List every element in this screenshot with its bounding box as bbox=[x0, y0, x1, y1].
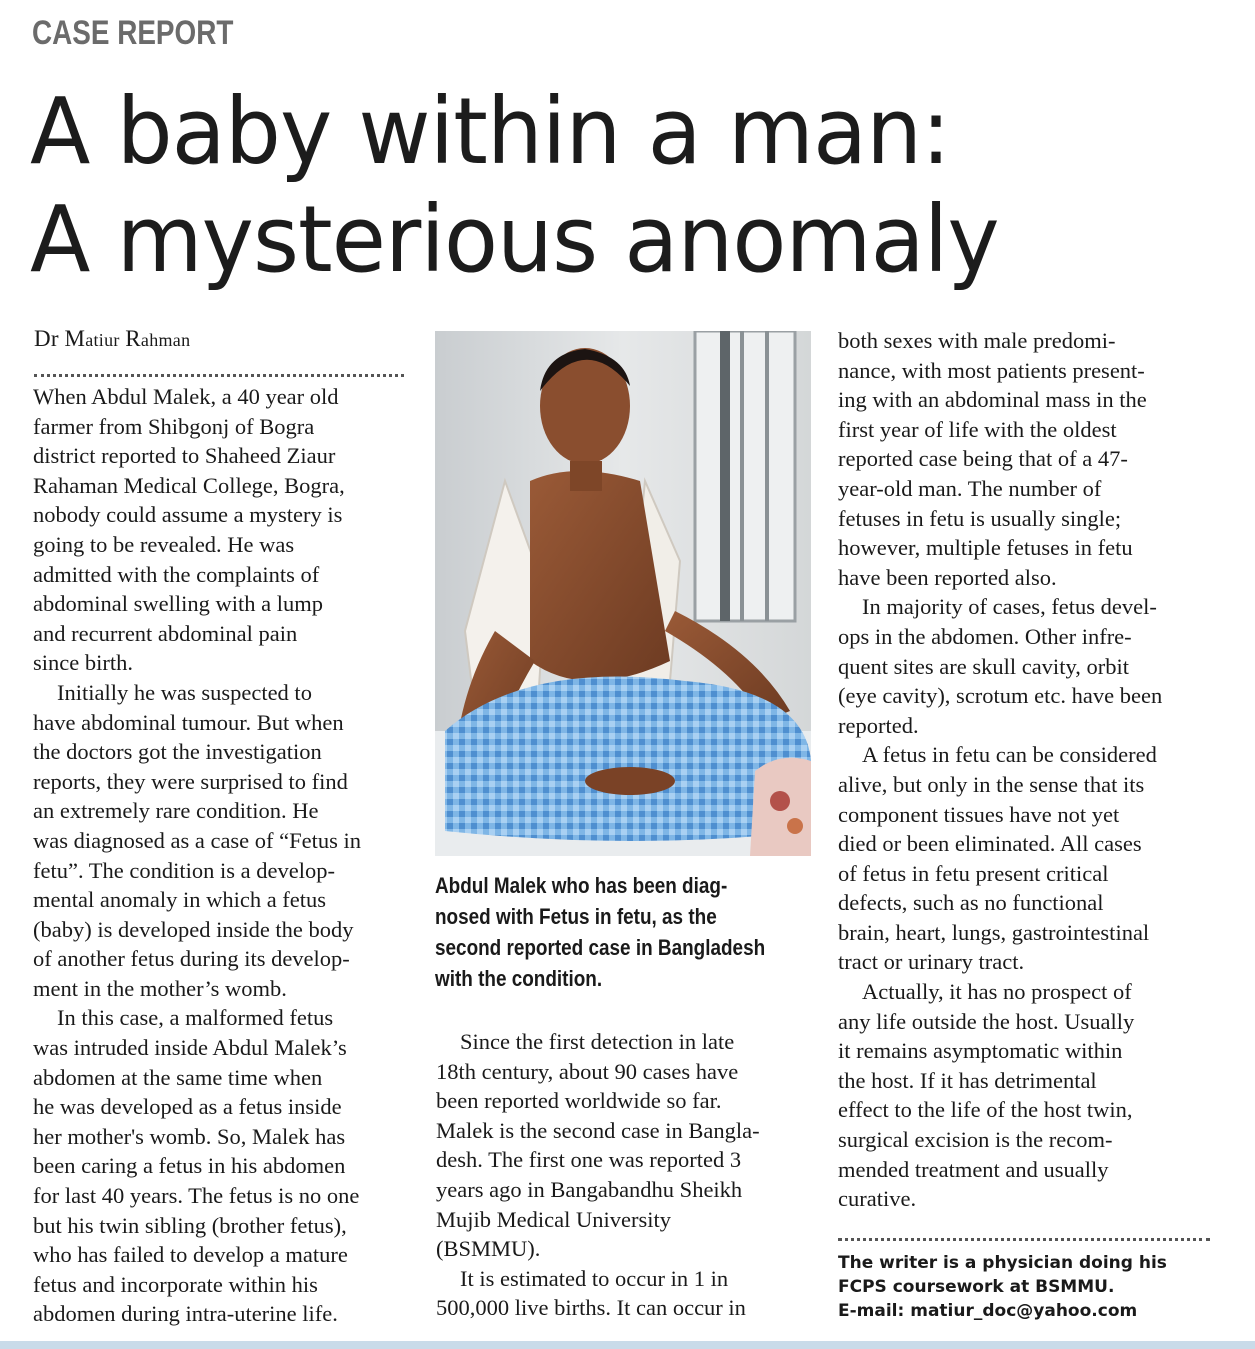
body-line: first year of life with the oldest bbox=[838, 416, 1117, 442]
caption-line: Abdul Malek who has been diag- bbox=[435, 873, 728, 898]
caption-line: with the condition. bbox=[435, 966, 603, 991]
author-note-line: FCPS coursework at BSMMU. bbox=[838, 1277, 1115, 1297]
body-line: her mother's womb. So, Malek has bbox=[33, 1123, 346, 1149]
body-line: going to be revealed. He was bbox=[33, 531, 295, 557]
body-line: however, multiple fetuses in fetu bbox=[838, 535, 1133, 561]
headline-line-2: A mysterious anomaly bbox=[30, 186, 999, 293]
body-line: (baby) is developed inside the body bbox=[33, 916, 354, 942]
body-line: reports, they were surprised to find bbox=[33, 768, 348, 794]
body-line: who has failed to develop a mature bbox=[33, 1242, 348, 1268]
body-line: farmer from Shibgonj of Bogra bbox=[33, 413, 315, 439]
body-line: an extremely rare condition. He bbox=[33, 798, 319, 824]
body-line: have abdominal tumour. But when bbox=[33, 709, 344, 735]
body-line: was intruded inside Abdul Malek’s bbox=[33, 1035, 347, 1061]
byline-first-rest: atiur bbox=[85, 330, 120, 350]
body-line: but his twin sibling (brother fetus), bbox=[33, 1212, 347, 1238]
body-line: A fetus in fetu can be considered bbox=[862, 742, 1157, 768]
body-line: nance, with most patients present- bbox=[838, 357, 1145, 383]
bottom-rule bbox=[0, 1341, 1255, 1349]
headline-line-1: A baby within a man: bbox=[30, 78, 950, 185]
body-line: alive, but only in the sense that its bbox=[838, 771, 1145, 797]
body-line: reported. bbox=[838, 712, 919, 738]
body-line: component tissues have not yet bbox=[838, 801, 1120, 827]
body-line: 500,000 live births. It can occur in bbox=[436, 1295, 746, 1321]
body-line: Rahaman Medical College, Bogra, bbox=[33, 472, 345, 498]
article-column-2 bbox=[436, 1027, 760, 1323]
body-line: ops in the abdomen. Other infre- bbox=[838, 623, 1132, 649]
body-line: was diagnosed as a case of “Fetus in bbox=[33, 827, 362, 853]
body-line: mental anomaly in which a fetus bbox=[33, 887, 327, 913]
body-line: abdomen during intra-uterine life. bbox=[33, 1301, 338, 1327]
byline-last-rest: ahman bbox=[140, 330, 191, 350]
byline-prefix: Dr bbox=[34, 326, 59, 351]
body-line: both sexes with male predomi- bbox=[838, 328, 1116, 353]
body-line: been reported worldwide so far. bbox=[436, 1088, 722, 1114]
body-line: mended treatment and usually bbox=[838, 1156, 1109, 1182]
body-line: fetuses in fetu is usually single; bbox=[838, 505, 1122, 531]
body-line: been caring a fetus in his abdomen bbox=[33, 1153, 346, 1179]
body-line: curative. bbox=[838, 1186, 917, 1212]
body-line: admitted with the complaints of bbox=[33, 561, 320, 587]
body-line: the doctors got the investigation bbox=[33, 739, 322, 765]
body-line: since birth. bbox=[33, 650, 133, 676]
body-line: (eye cavity), scrotum etc. have been bbox=[838, 683, 1163, 709]
article-column-1 bbox=[33, 382, 361, 1329]
byline-first-initial: M bbox=[64, 326, 86, 351]
caption-line: second reported case in Bangladesh bbox=[435, 935, 766, 960]
article-column-3 bbox=[838, 326, 1162, 1214]
body-line: died or been eliminated. All cases bbox=[838, 831, 1142, 857]
body-line: years ago in Bangabandhu Sheikh bbox=[436, 1176, 743, 1202]
body-line: of another fetus during its develop- bbox=[33, 946, 350, 972]
body-line: abdominal swelling with a lump bbox=[33, 591, 323, 617]
body-line: he was developed as a fetus inside bbox=[33, 1094, 342, 1120]
headline bbox=[30, 78, 1230, 294]
photo-caption bbox=[435, 870, 820, 994]
body-line: quent sites are skull cavity, orbit bbox=[838, 653, 1129, 679]
author-note bbox=[838, 1251, 1167, 1323]
body-line: Initially he was suspected to bbox=[57, 679, 312, 705]
body-line: the host. If it has detrimental bbox=[838, 1067, 1097, 1093]
body-line: desh. The first one was reported 3 bbox=[436, 1147, 742, 1173]
body-line: Actually, it has no prospect of bbox=[862, 979, 1132, 1005]
byline-divider bbox=[34, 374, 404, 377]
patient-photo bbox=[435, 331, 811, 856]
body-line: ing with an abdominal mass in the bbox=[838, 387, 1147, 413]
body-line: nobody could assume a mystery is bbox=[33, 502, 343, 528]
body-line: brain, heart, lungs, gastrointestinal bbox=[838, 919, 1150, 945]
body-line: ment in the mother’s womb. bbox=[33, 975, 287, 1001]
body-line: district reported to Shaheed Ziaur bbox=[33, 443, 336, 469]
body-line: defects, such as no functional bbox=[838, 890, 1104, 916]
body-line: fetu”. The condition is a develop- bbox=[33, 857, 335, 883]
body-line: reported case being that of a 47- bbox=[838, 446, 1128, 472]
body-line: Mujib Medical University bbox=[436, 1206, 671, 1232]
body-line: of fetus in fetu present critical bbox=[838, 860, 1109, 886]
body-line: effect to the life of the host twin, bbox=[838, 1097, 1133, 1123]
body-line: Since the first detection in late bbox=[460, 1029, 735, 1054]
body-line: Malek is the second case in Bangla- bbox=[436, 1117, 760, 1143]
footer-divider bbox=[838, 1238, 1210, 1241]
body-line: it remains asymptomatic within bbox=[838, 1038, 1123, 1064]
caption-line: nosed with Fetus in fetu, as the bbox=[435, 904, 717, 929]
section-label: CASE REPORT bbox=[32, 14, 234, 52]
body-line: (BSMMU). bbox=[436, 1236, 541, 1262]
author-note-line: The writer is a physician doing his bbox=[838, 1253, 1167, 1273]
body-line: have been reported also. bbox=[838, 564, 1057, 590]
body-line: tract or urinary tract. bbox=[838, 949, 1025, 975]
body-line: In this case, a malformed fetus bbox=[57, 1005, 334, 1031]
body-line: and recurrent abdominal pain bbox=[33, 620, 298, 646]
body-line: In majority of cases, fetus devel- bbox=[862, 594, 1157, 620]
byline bbox=[34, 326, 190, 352]
body-line: fetus and incorporate within his bbox=[33, 1271, 318, 1297]
author-email: E-mail: matiur_doc@yahoo.com bbox=[838, 1301, 1138, 1321]
body-line: surgical excision is the recom- bbox=[838, 1127, 1113, 1153]
body-line: abdomen at the same time when bbox=[33, 1064, 323, 1090]
body-line: any life outside the host. Usually bbox=[838, 1008, 1135, 1034]
body-line: 18th century, about 90 cases have bbox=[436, 1058, 739, 1084]
body-line: When Abdul Malek, a 40 year old bbox=[33, 384, 339, 409]
body-line: It is estimated to occur in 1 in bbox=[460, 1265, 729, 1291]
byline-last-initial: R bbox=[125, 326, 141, 351]
body-line: for last 40 years. The fetus is no one bbox=[33, 1183, 360, 1209]
body-line: year-old man. The number of bbox=[838, 475, 1102, 501]
